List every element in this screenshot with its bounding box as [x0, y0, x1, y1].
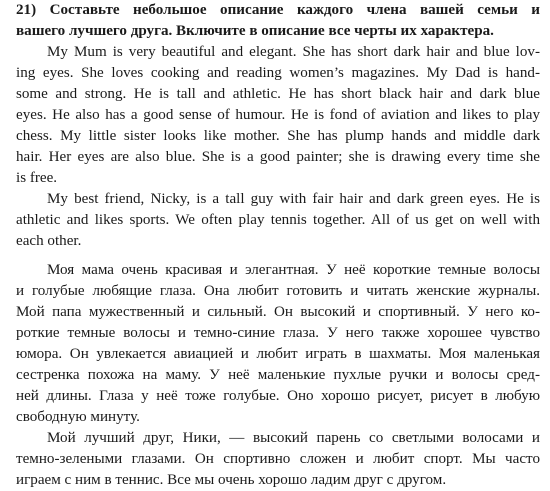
russian-paragraph-friend — [16, 428, 540, 491]
text-line: роткие темные волосы и темно-синие глаза. У него также хорошее чувство — [16, 325, 540, 341]
text-line: is free. — [16, 170, 58, 186]
text-line: играем с ним в теннис. Все мы очень хорошо ладим друг с другом. — [16, 472, 447, 488]
text-line: юмора. Он увлекается авиацией и любит играть в шахматы. Моя маленькая — [16, 346, 540, 362]
russian-paragraph-family — [16, 260, 540, 428]
english-paragraph-friend — [16, 189, 540, 252]
text-line: some and strong. He is tall and athletic. He has short black hair and dark blue — [16, 86, 540, 102]
text-line: Моя мама очень красивая и элегантная. У неё короткие темные волосы — [47, 262, 540, 278]
text-line: сестренка похожа на маму. У неё маленькие пухлые ручки и волосы сред- — [16, 367, 540, 383]
text-line: athletic and likes sports. We often play tennis together. All of us get on well with — [16, 212, 540, 228]
text-line: hair. Her eyes are also blue. She is a good painter; she is drawing every time she — [16, 149, 540, 165]
section-spacer — [16, 252, 540, 260]
english-paragraph-family — [16, 42, 540, 189]
text-line: each other. — [16, 233, 82, 249]
text-line: My best friend, Nicky, is a tall guy with fair hair and dark green eyes. He is — [47, 191, 540, 207]
text-line: chess. My little sister looks like mother. She has plump hands and middle dark — [16, 128, 540, 144]
text-line: Мой папа мужественный и сильный. Он высокий и спортивный. У него ко- — [16, 304, 540, 320]
text-line: свободную минуту. — [16, 409, 140, 425]
text-line: темно-зелеными глазами. Он спортивно сложен и любит спорт. Мы часто — [16, 451, 540, 467]
text-line: и голубые любящие глаза. Она любит готовить и читать женские журналы. — [16, 283, 540, 299]
task-heading — [16, 0, 540, 42]
text-line: eyes. He also has a good sense of humour. He is fond of aviation and likes to play — [16, 107, 540, 123]
text-line: ней длины. Глаза у неё тоже голубые. Оно хорошо рисует, рисует в любую — [16, 388, 540, 404]
task-heading-line: 21) Составьте небольшое описание каждого члена вашей семьи и — [16, 2, 540, 18]
task-heading-line: вашего лучшего друга. Включите в описание все черты их характера. — [16, 23, 494, 39]
text-line: My Mum is very beautiful and elegant. She has short dark hair and blue lov- — [47, 44, 540, 60]
text-line: Мой лучший друг, Ники, — высокий парень со светлыми волосами и — [47, 430, 540, 446]
text-line: ing eyes. She loves cooking and reading women’s magazines. My Dad is hand- — [16, 65, 540, 81]
